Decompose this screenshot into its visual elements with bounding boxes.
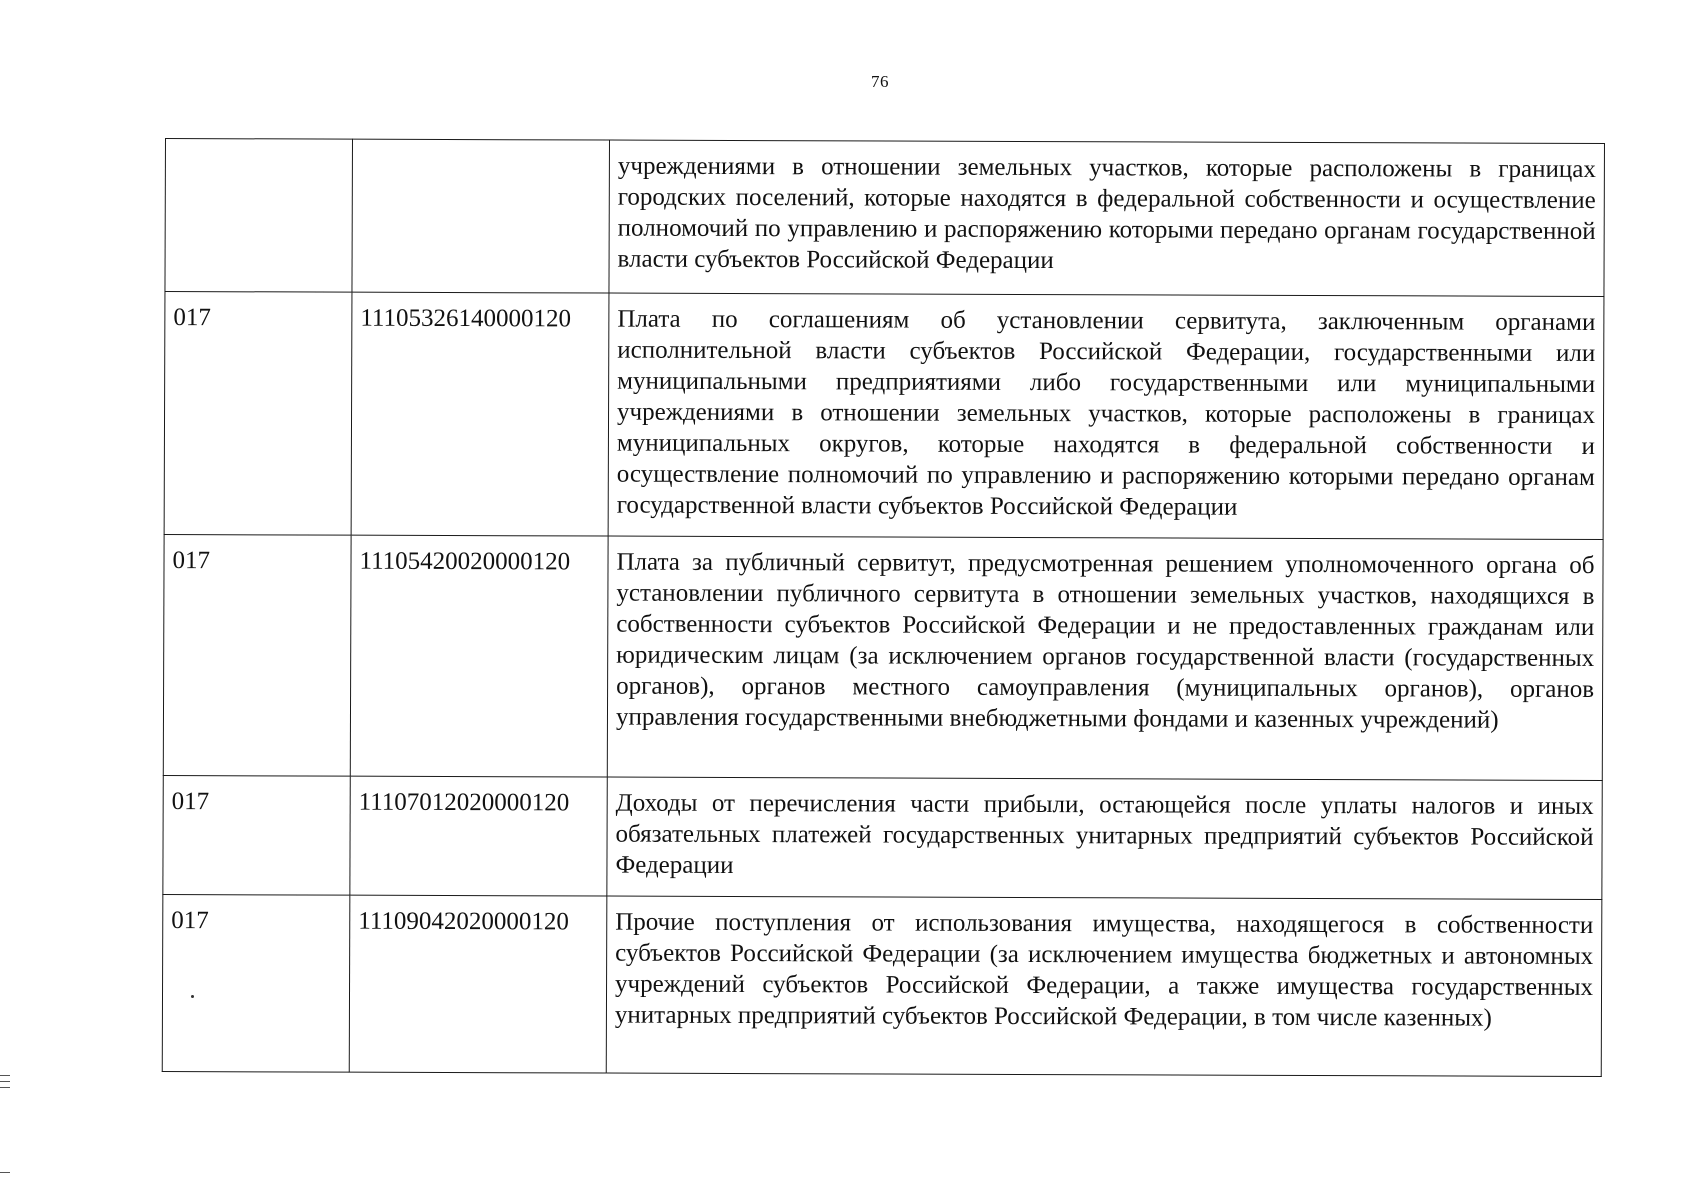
description-cell: Доходы от перечисления части прибыли, остающейся после уплаты налогов и иных обязательных платежей государственных унитарных предприятий субъектов Российской Федерации xyxy=(607,777,1602,899)
admin-code-cell: 017 xyxy=(164,292,352,536)
budget-code-cell: 11105326140000120 xyxy=(351,292,609,536)
budget-code-cell: 11109042020000120 xyxy=(349,895,607,1073)
budget-code-cell: 11107012020000120 xyxy=(350,776,607,896)
admin-code-cell xyxy=(165,139,353,293)
admin-code-cell: 017 xyxy=(163,775,350,895)
margin-mark xyxy=(0,1087,10,1088)
admin-code-cell: 017 xyxy=(162,894,350,1072)
revenue-codes-table xyxy=(162,138,1605,1077)
description-cell: Прочие поступления от использования имущества, находящегося в собственности субъектов Российской Федерации (за исключением имущества бюджетных и автономных учреждений субъектов Российской Федерации, а также имущества государственных унитарных предприятий субъектов Российской Федерации, в том числе казенных) xyxy=(606,896,1602,1076)
margin-mark xyxy=(0,1172,10,1173)
description-cell: учреждениями в отношении земельных участков, которые расположены в границах городских поселений, которые находятся в федеральной собственности и осуществление полномочий по управлению и распоряжению которыми передано органам государственной власти субъектов Российской Федерации xyxy=(609,140,1605,296)
scan-speck xyxy=(191,995,194,998)
table-row xyxy=(164,292,1604,540)
description-cell: Плата за публичный сервитут, предусмотренная решением уполномоченного органа об установлении публичного сервитута в отношении земельных участков, находящихся в собственности субъектов Российской Федерации и не предоставленных гражданам или юридическим лицам (за исключением органов государственной власти (государственных органов), органов местного самоуправления (муниципальных органов), органов управления государственными внебюджетными фондами и казенных учреждений) xyxy=(607,536,1603,780)
table-row xyxy=(163,775,1602,899)
page-number: 76 xyxy=(871,72,889,91)
budget-code-cell: 11105420020000120 xyxy=(350,535,608,777)
table-row xyxy=(163,534,1603,780)
margin-mark xyxy=(0,1075,10,1076)
admin-code-cell: 017 xyxy=(163,534,351,776)
margin-mark xyxy=(0,1081,10,1082)
table-row xyxy=(165,139,1605,297)
description-cell: Плата по соглашениям об установлении сервитута, заключенным органами исполнительной власти субъектов Российской Федерации, государственными или муниципальными предприятиями либо государственными или муниципальными учреждениями в отношении земельных участков, которые расположены в границах муниципальных округов, которые находятся в федеральной собственности и осуществление полномочий по управлению и распоряжению которыми передано органам государственной власти субъектов Российской Федерации xyxy=(608,293,1604,539)
budget-code-cell xyxy=(352,139,610,293)
table-row xyxy=(162,894,1602,1076)
